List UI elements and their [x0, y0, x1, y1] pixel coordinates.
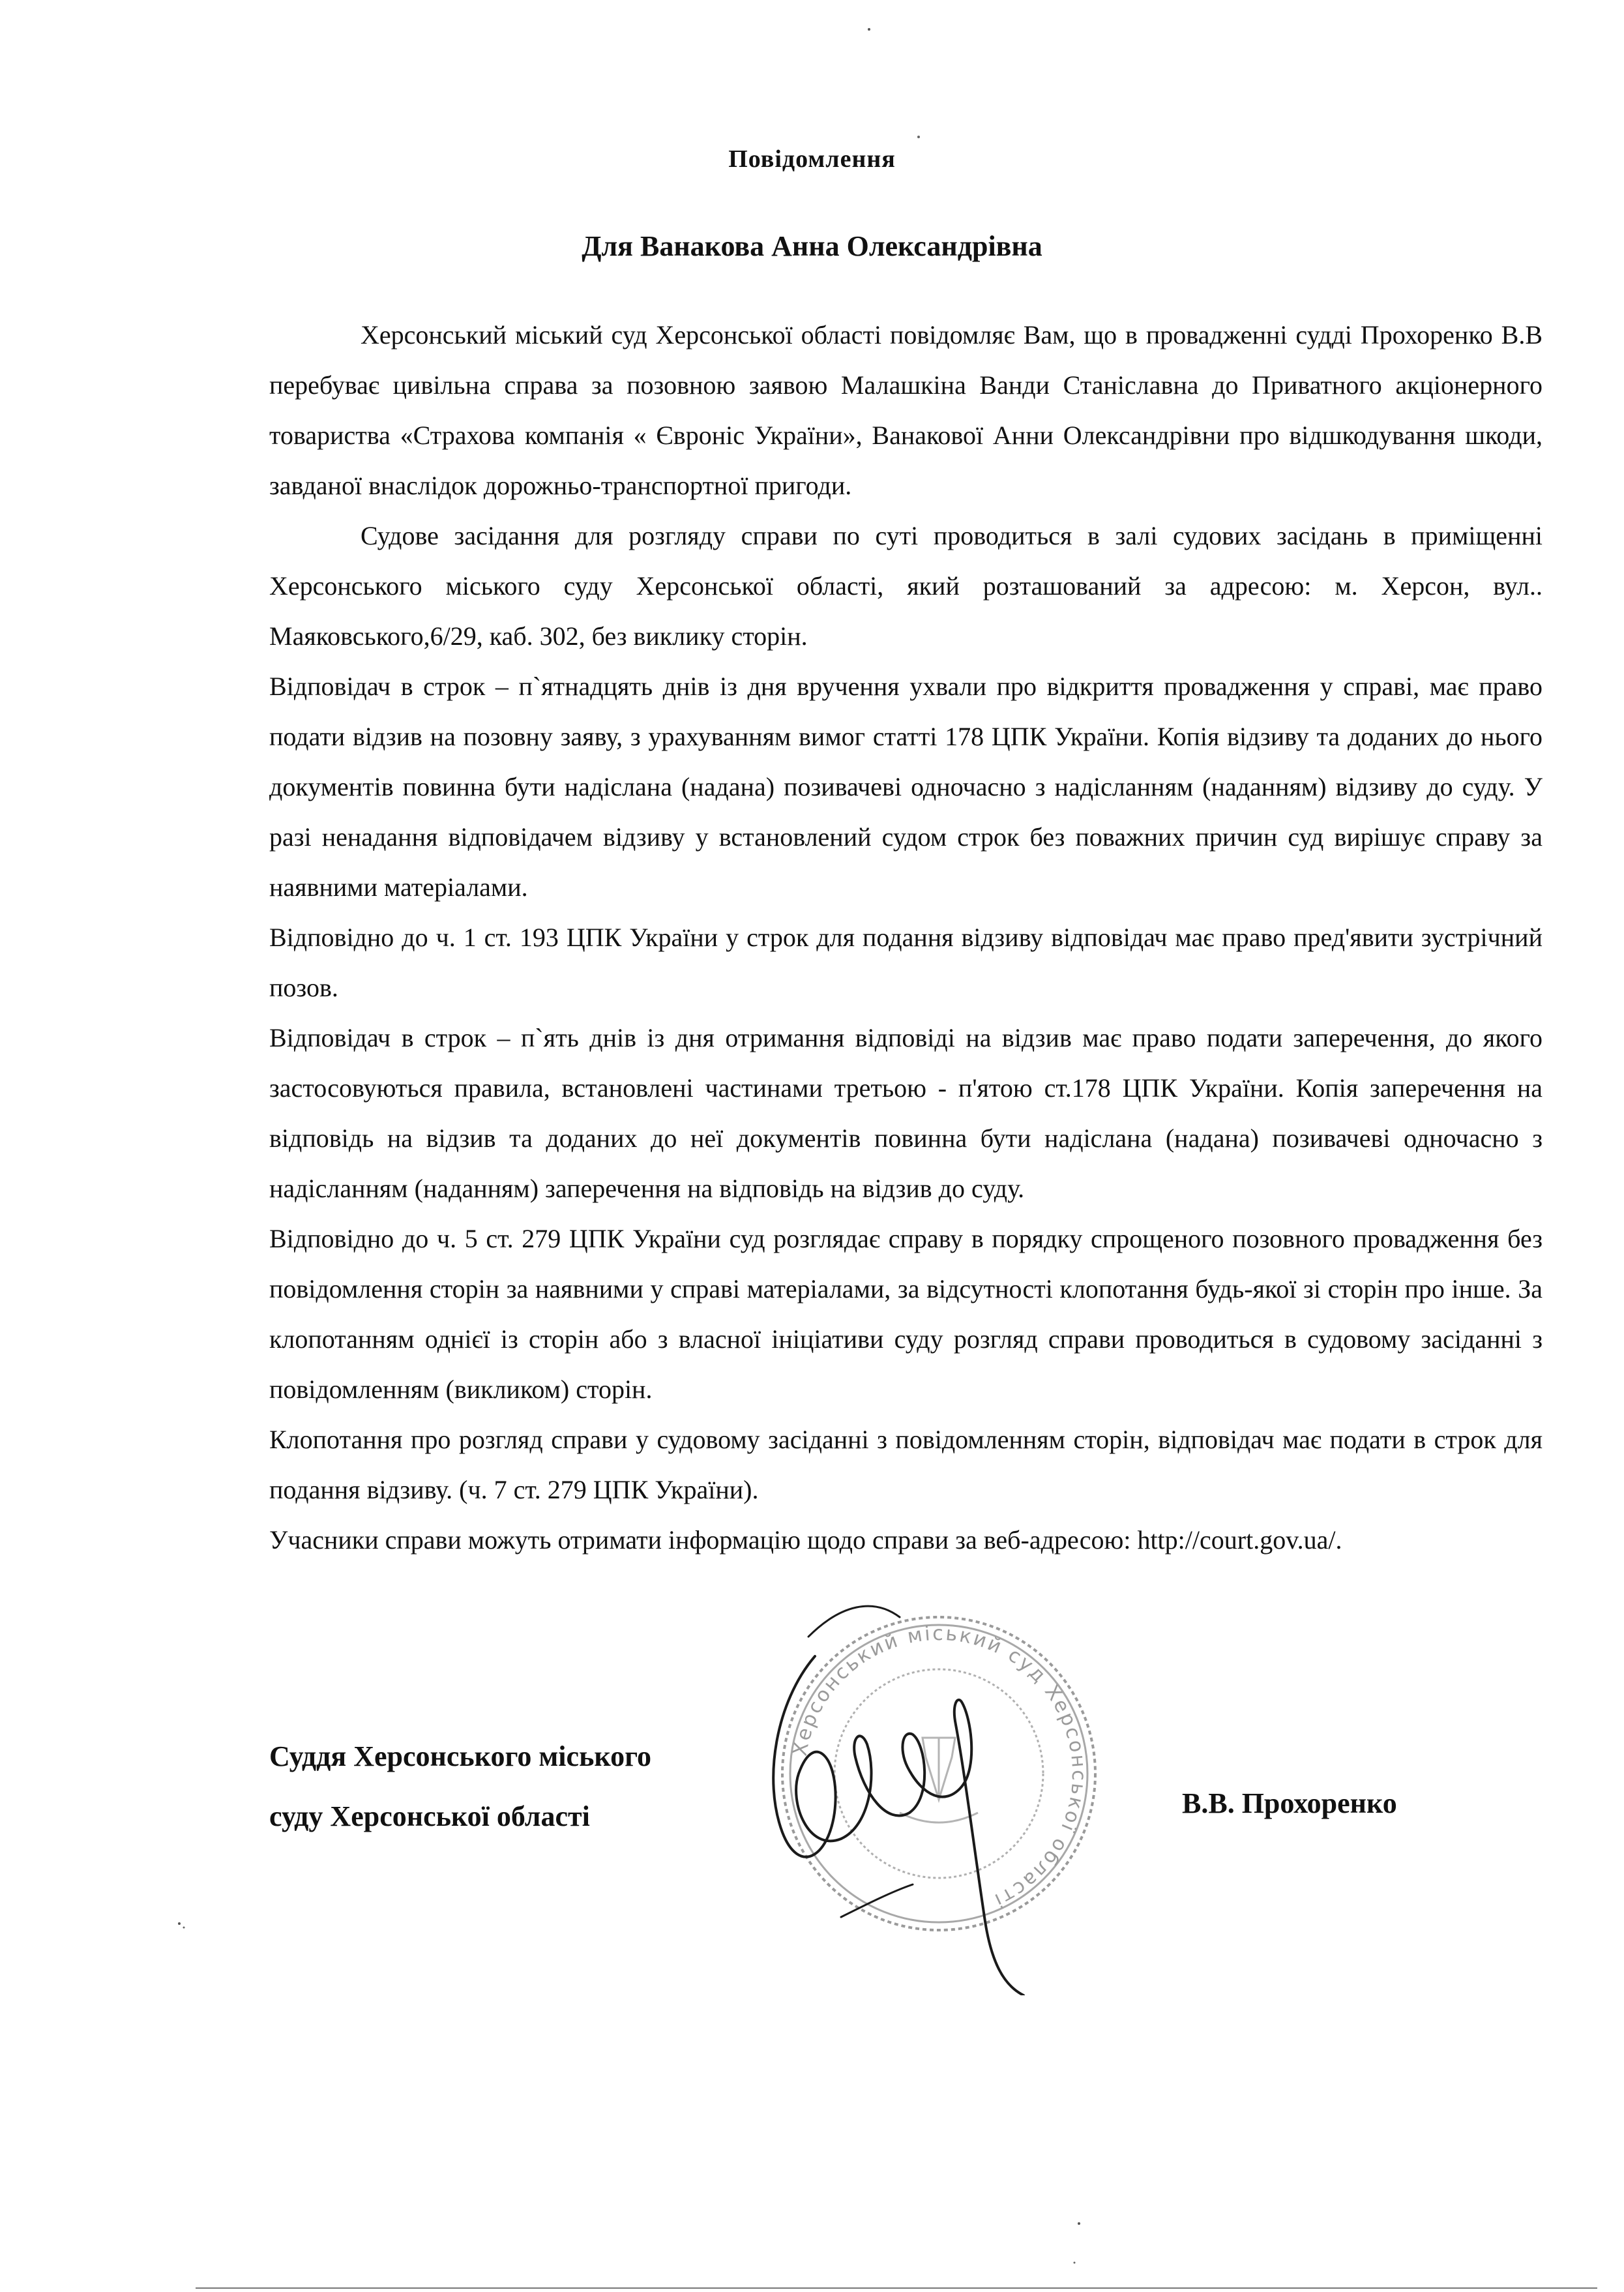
paragraph-counterclaim: Відповідно до ч. 1 ст. 193 ЦПК України у строк для подання відзиву відповідач має право пред'явити зустрічний позов. — [269, 923, 1543, 1002]
document-body — [269, 310, 1543, 1565]
judge-position-line1: Суддя Херсонського міського — [269, 1740, 651, 1772]
paragraph-motion: Клопотання про розгляд справи у судовому засіданні з повідомленням сторін, відповідач має подати в строк для подання відзиву. (ч. 7 ст. 279 ЦПК України). — [269, 1425, 1543, 1504]
paragraph-info-url: Учасники справи можуть отримати інформацію щодо справи за веб-адресою: http://court.gov.ua/. — [269, 1525, 1342, 1555]
paragraph-objection: Відповідач в строк – п`ять днів із дня отримання відповіді на відзив має право подати заперечення, до якого застосовуються правила, встановлені частинами третьою - п'ятою ст.178 ЦПК України. Копія заперечення на відповідь на відзив та доданих до неї документів повинна бути надіслана (надана) позивачеві одночасно з надісланням (наданням) заперечення на відповідь на відзив до суду. — [269, 1023, 1543, 1203]
paragraph-response-deadline: Відповідач в строк – п`ятнадцять днів із дня вручення ухвали про відкриття провадження у справі, має право подати відзив на позовну заяву, з урахуванням вимог статті 178 ЦПК України. Копія відзиву та доданих до нього документів повинна бути надіслана (надана) позивачеві одночасно з надісланням (наданням) відзиву до суду. У разі ненадання відповідачем відзиву у встановлений судом строк без поважних причин суд вирішує справу за наявними матеріалами. — [269, 672, 1543, 902]
paragraph-simplified-procedure: Відповідно до ч. 5 ст. 279 ЦПК України суд розглядає справу в порядку спрощеного позовного провадження без повідомлення сторін за наявними у справі матеріалами, за відсутності клопотання будь-якої зі сторін про інше. За клопотанням однієї із сторін або з власної ініціативи суду розгляд справи проводиться в судовому засіданні з повідомленням (викликом) сторін. — [269, 1224, 1543, 1404]
addressee-line: Для Ванакова Анна Олександрівна — [582, 230, 1042, 262]
handwritten-signature — [737, 1578, 1037, 1995]
judge-position — [269, 1727, 651, 1847]
paragraph-notice: Херсонський міський суд Херсонської області повідомляє Вам, що в провадженні судді Прохоренко В.В перебуває цивільна справа за позовною заявою Малашкіна Ванди Станіславна до Приватного акціонерного товариства «Страхова компанія « Євроніс України», Ванакової Анни Олександрівни про відшкодування шкоди, завданої внаслідок дорожньо-транспортної пригоди. — [269, 320, 1543, 500]
document-title: Повідомлення — [728, 145, 896, 173]
court-stamp — [756, 1604, 1121, 1943]
stamp-text: Херсонський міський суд Херсонської області — [788, 1622, 1091, 1912]
judge-name: В.В. Прохоренко — [1182, 1787, 1397, 1819]
svg-text:Херсонський міський суд Херсон — [789, 1622, 1090, 1912]
paragraph-hearing: Судове засідання для розгляду справи по суті проводиться в залі судових засідань в приміщенні Херсонського міського суду Херсонської області, який розташований за адресою: м. Херсон, вул.. Маяковського,6/29, каб. 302, без виклику сторін. — [269, 521, 1543, 651]
judge-position-line2: суду Херсонської області — [269, 1800, 590, 1832]
